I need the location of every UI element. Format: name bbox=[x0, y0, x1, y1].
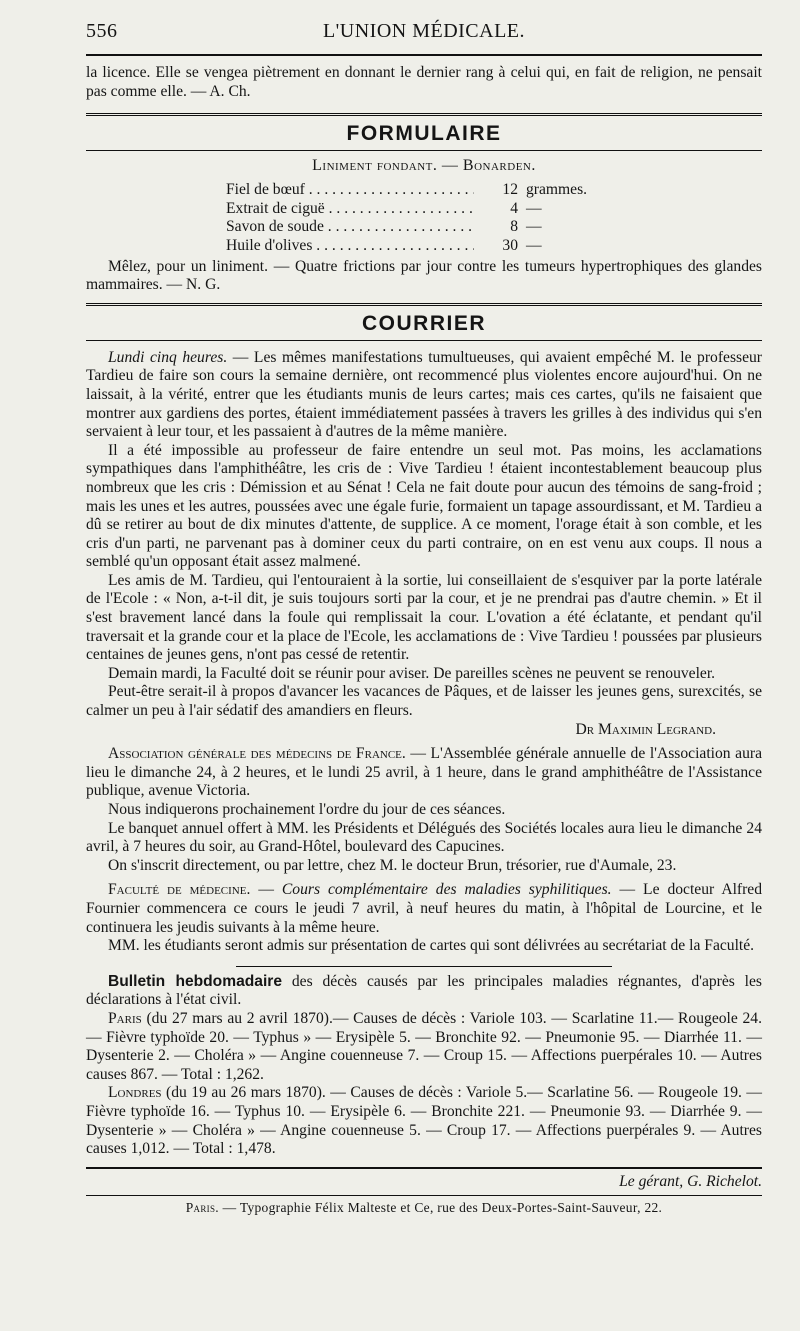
courrier-signature: Dr Maximin Legrand. bbox=[575, 720, 716, 738]
page-number: 556 bbox=[86, 20, 118, 42]
section-rule bbox=[86, 113, 762, 116]
recipe-title: Liniment fondant. — Bonarden. bbox=[312, 157, 536, 175]
faculte-paragraph: Faculté de médecine. — Cours complémentaire des maladies syphilitiques. — Le docteur Alfred Fournier commencera ce cours le jeudi 7 avril, à neuf heures du matin, à l'hôpital de Lourcine, et le continuera les jeudis suivants à la même heure. bbox=[86, 881, 763, 936]
ingredient-qty: 4 bbox=[474, 200, 518, 219]
courrier-paragraph: Il a été impossible au professeur de faire entendre un seul mot. Pas moins, les acclamations sympathiques dans l'amphithéâtre, les cris de : Vive Tardieu ! étaient incontestablement beaucoup plus nombreux que les cris : Démission et au Sénat ! Cela ne fait doute pour aucun des témoins de sang-froid ; mais les unes et les autres, poussées avec une égale furie, formaient un tapage assourdissant, et M. Tardieu a dû se retirer au bout de dix minutes d'attente, de supplice. A ce moment, l'orage était à son comble, et les cris d'un parti, ne parvenant pas à dominer ceux du parti contraire, on en est venu aux coups. Il nous a semblé qu'un opposant était assez malmené. bbox=[86, 441, 762, 571]
courrier-lead: Lundi cinq heures. bbox=[108, 348, 228, 366]
bulletin-londres: Londres (du 19 au 26 mars 1870). — Causes de décès : Variole 5.— Scarlatine 56. — Rougeole 19. — Fièvre typhoïde 16. — Typhus 10. — Erysipèle 6. — Bronchite 221. — Pneumonie 93. — Diarrhée 9. — Dysenterie » — Choléra » — Angine couenneuse 5. — Croup 17. — Affections puerpérales 9. — Autres causes 1,012. — Total : 1,478. bbox=[86, 1084, 762, 1158]
ingredient-name: Extrait de ciguë . . . bbox=[226, 200, 474, 219]
journal-title: L'UNION MÉDICALE. bbox=[322, 20, 526, 42]
footer-rule bbox=[86, 1167, 762, 1169]
ingredient-row bbox=[226, 237, 606, 256]
courrier-paragraph: Les amis de M. Tardieu, qui l'entouraient à la sortie, lui conseillaient de s'esquiver par la porte latérale de l'Ecole : « Non, a-t-il dit, je suis toujours sorti par la cour, et je ne prendrai pas d'autre chemin. » Et il s'est bravement lancé dans la foule qui remplissait la cour. L'ovation a été éclatante, et pendant qu'il traversait et la grande cour et la place de l'Ecole, les acclamations de : Vive Tardieu ! poussées par plusieurs centaines de jeunes gens, n'ont pas cessé de retentir. bbox=[86, 571, 762, 664]
footer-rule bbox=[86, 1195, 762, 1196]
gerant-signature: Le gérant, G. Richelot. bbox=[619, 1172, 762, 1190]
section-rule bbox=[86, 340, 762, 341]
ingredient-name: Fiel de bœuf . . . bbox=[226, 181, 474, 200]
ingredient-unit: — bbox=[526, 218, 542, 236]
courrier-paragraph: Lundi cinq heures. — Les mêmes manifestations tumultueuses, qui avaient empêché M. le professeur Tardieu de faire son cours la semaine dernière, ont recommencé plus violentes encore aujourd'hui. On ne laissait, à la vérité, entrer que les étudiants munis de leurs cartes; mais ces cartes, qu'ils ne faisaient que montrer aux gardiens des portes, étaient immédiatement passées à travers les grilles à des individus qui s'en servaient à leur tour, et les passaient à d'autres de la même manière. bbox=[86, 348, 762, 441]
ingredient-qty: 12 bbox=[474, 181, 518, 200]
ingredient-row bbox=[226, 181, 606, 200]
ingredient-name: Savon de soude . . . bbox=[226, 218, 474, 237]
ingredient-qty: 8 bbox=[474, 218, 518, 237]
header-rule bbox=[86, 54, 762, 56]
association-paragraph: Association générale des médecins de France. — L'Assemblée générale annuelle de l'Association aura lieu le dimanche 24, à 2 heures, et le lundi 25 avril, à 1 heure, dans le grand amphithéâtre de l'Assistance publique, avenue Victoria. bbox=[86, 745, 762, 800]
recipe-instructions: Mêlez, pour un liniment. — Quatre frictions par jour contre les tumeurs hypertrophiques des glandes mammaires. — N. G. bbox=[86, 257, 762, 294]
intro-paragraph: la licence. Elle se vengea piètrement en donnant le dernier rang à celui qui, en fait de religion, ne pensait pas comme elle. — A. Ch. bbox=[86, 64, 762, 100]
faculte-paragraph: MM. les étudiants seront admis sur présentation de cartes qui sont délivrées au secrétariat de la Faculté. bbox=[108, 937, 755, 955]
association-paragraph: Le banquet annuel offert à MM. les Présidents et Délégués des Sociétés locales aura lieu le dimanche 24 avril, à 7 heures du soir, au Grand-Hôtel, boulevard des Capucines. bbox=[86, 819, 762, 856]
association-lead: Association générale des médecins de France. bbox=[108, 745, 406, 763]
ingredient-unit: grammes. bbox=[526, 181, 588, 199]
ingredient-row bbox=[226, 200, 606, 219]
imprint-line: Paris. — Typographie Félix Malteste et Ce, rue des Deux-Portes-Saint-Sauveur, 22. bbox=[185, 1199, 663, 1215]
courrier-title: COURRIER bbox=[361, 311, 486, 335]
ingredient-unit: — bbox=[526, 236, 542, 254]
ingredient-qty: 30 bbox=[474, 237, 518, 256]
ingredient-name: Huile d'olives . . . bbox=[226, 237, 474, 256]
faculte-course: Cours complémentaire des maladies syphilitiques. bbox=[281, 881, 612, 899]
section-rule bbox=[236, 966, 612, 967]
courrier-paragraph: Demain mardi, la Faculté doit se réunir pour aviser. De pareilles scènes ne peuvent se renouveler. bbox=[108, 664, 716, 682]
ingredient-row bbox=[226, 218, 606, 237]
bulletin-paragraph: Bulletin hebdomadaire des décès causés par les principales maladies régnantes, d'après les déclarations à l'état civil. bbox=[86, 972, 762, 1009]
courrier-paragraph: Peut-être serait-il à propos d'avancer les vacances de Pâques, et de laisser les jeunes gens, surexcités, se calmer un peu à l'air sédatif des amandiers en fleurs. bbox=[86, 683, 762, 720]
page-header bbox=[86, 20, 762, 50]
association-paragraph: Nous indiquerons prochainement l'ordre du jour de ces séances. bbox=[108, 801, 506, 818]
faculte-lead: Faculté de médecine. bbox=[108, 881, 251, 899]
section-rule bbox=[86, 303, 762, 306]
section-rule bbox=[86, 150, 762, 151]
formulaire-title: FORMULAIRE bbox=[346, 122, 502, 146]
ingredient-unit: — bbox=[526, 199, 542, 217]
recipe-ingredients bbox=[226, 181, 606, 255]
bulletin-paris: Paris (du 27 mars au 2 avril 1870).— Causes de décès : Variole 103. — Scarlatine 11.— Rougeole 24. — Fièvre typhoïde 20. — Typhus » — Erysipèle 5. — Bronchite 92. — Pneumonie 95. — Diarrhée 11. — Dysenterie 2. — Choléra » — Angine couenneuse 7. — Croup 15. — Affections puerpérales 10. — Autres causes 867. — Total : 1,262. bbox=[86, 1009, 762, 1083]
bulletin-title: Bulletin hebdomadaire bbox=[108, 972, 283, 990]
association-paragraph: On s'inscrit directement, ou par lettre, chez M. le docteur Brun, trésorier, rue d'Aumale, 23. bbox=[108, 856, 677, 874]
